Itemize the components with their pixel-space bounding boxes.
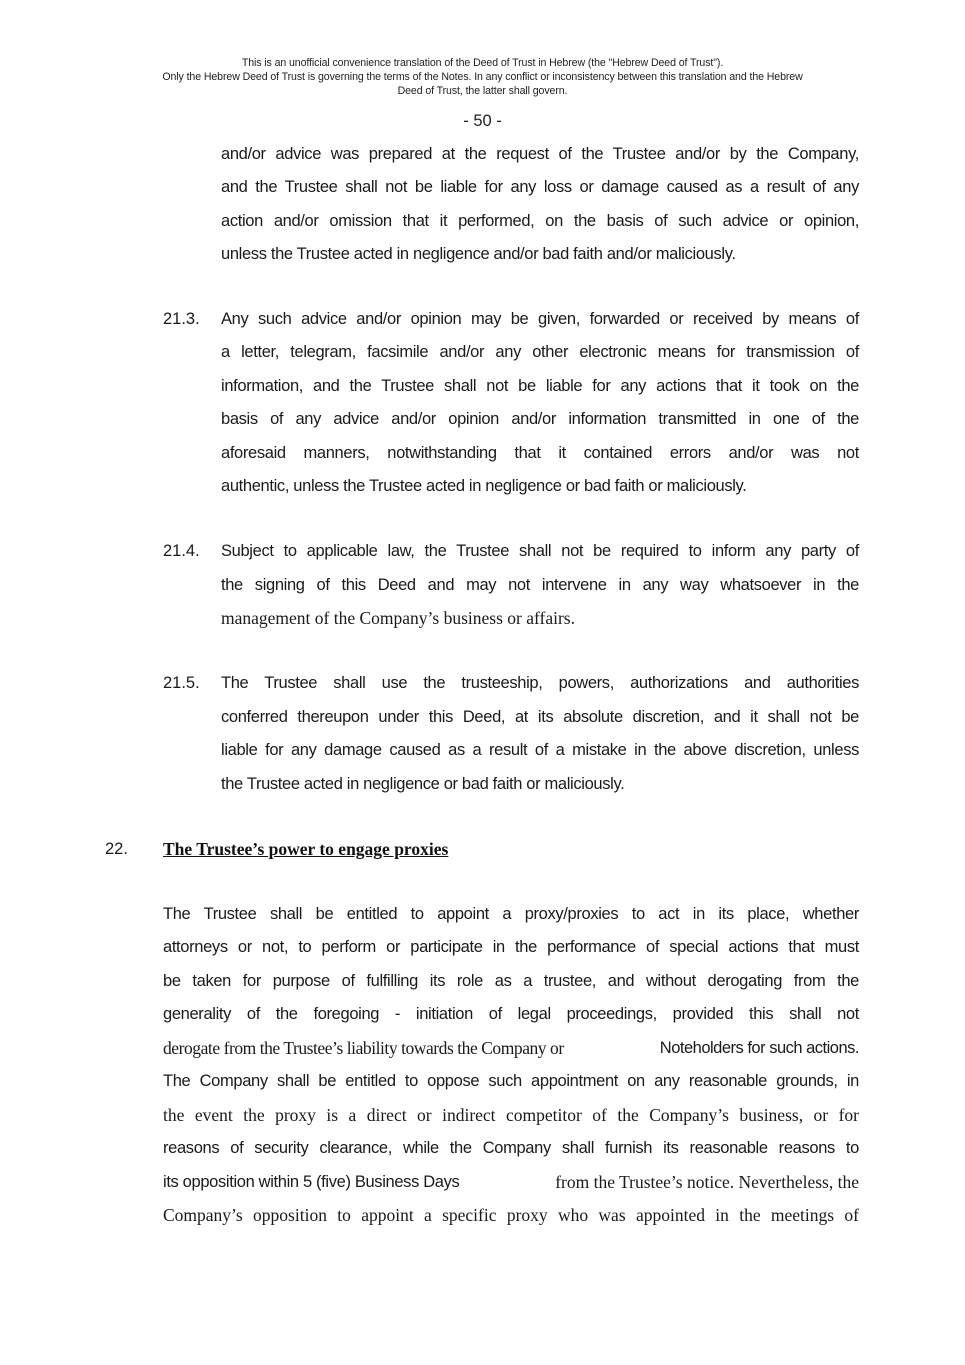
clause-number: 21.3. — [163, 310, 200, 328]
text-line: unless the Trustee acted in negligence and/or bad faith and/or maliciously. — [221, 245, 736, 263]
text-line: and the Trustee shall not be liable for any loss or damage caused as a result of any — [221, 178, 859, 196]
text-line: Company’s opposition to appoint a specific proxy who was appointed in the meetings of — [163, 1205, 859, 1225]
text-line: a letter, telegram, facsimile and/or any other electronic means for transmission of — [221, 343, 859, 361]
text-line: The Company shall be entitled to oppose such appointment on any reasonable grounds, in — [163, 1072, 859, 1090]
text-line: The Trustee shall be entitled to appoint a proxy/proxies to act in its place, whether — [163, 905, 859, 923]
text-line: Subject to applicable law, the Trustee shall not be required to inform any party of — [221, 542, 859, 560]
translation-disclaimer-line-3: Deed of Trust, the latter shall govern. — [397, 85, 568, 97]
clause-number: 21.4. — [163, 542, 200, 560]
text-line: reasons of security clearance, while the Company shall furnish its reasonable reasons to — [163, 1139, 859, 1157]
text-line: information, and the Trustee shall not be liable for any actions that it took on the — [221, 377, 859, 395]
section-number: 22. — [105, 840, 128, 858]
translation-disclaimer-line-1: This is an unofficial convenience translation of the Deed of Trust in Hebrew (the "Hebrew Deed of Trust"). — [241, 57, 724, 69]
text-line: attorneys or not, to perform or participate in the performance of special actions that must — [163, 938, 859, 956]
text-line: The Trustee shall use the trusteeship, powers, authorizations and authorities — [221, 674, 859, 692]
text-line: be taken for purpose of fulfilling its role as a trustee, and without derogating from the — [163, 972, 859, 990]
text-line: the event the proxy is a direct or indirect competitor of the Company’s business, or for — [163, 1105, 859, 1125]
text-line: generality of the foregoing - initiation of legal proceedings, provided this shall not — [163, 1005, 859, 1023]
text-line: Any such advice and/or opinion may be given, forwarded or received by means of — [221, 310, 859, 328]
text-line: action and/or omission that it performed, on the basis of such advice or opinion, — [221, 212, 859, 230]
translation-disclaimer-line-2: Only the Hebrew Deed of Trust is governing the terms of the Notes. In any conflict or inconsistency between this translation and the Hebrew — [162, 71, 803, 83]
text-line: the Trustee acted in negligence or bad faith or maliciously. — [221, 775, 625, 793]
page-number: - 50 - — [463, 112, 502, 130]
text-fragment: its opposition within 5 (five) Business Days — [163, 1173, 460, 1191]
text-line: management of the Company’s business or affairs. — [221, 608, 575, 628]
text-line: aforesaid manners, notwithstanding that it contained errors and/or was not — [221, 444, 859, 462]
text-line-mixed — [163, 1037, 859, 1059]
text-line-mixed — [163, 1171, 859, 1193]
text-line: the signing of this Deed and may not intervene in any way whatsoever in the — [221, 576, 859, 594]
text-fragment: Noteholders for such actions. — [659, 1039, 859, 1057]
clause-number: 21.5. — [163, 674, 200, 692]
text-line: conferred thereupon under this Deed, at its absolute discretion, and it shall not be — [221, 708, 859, 726]
text-line: liable for any damage caused as a result of a mistake in the above discretion, unless — [221, 741, 859, 759]
text-line: and/or advice was prepared at the request of the Trustee and/or by the Company, — [221, 145, 859, 163]
text-line: authentic, unless the Trustee acted in negligence or bad faith or maliciously. — [221, 477, 747, 495]
section-heading: The Trustee’s power to engage proxies — [163, 839, 449, 859]
text-fragment: from the Trustee’s notice. Nevertheless, the — [555, 1172, 859, 1192]
text-line: basis of any advice and/or opinion and/or information transmitted in one of the — [221, 410, 859, 428]
text-fragment: derogate from the Trustee’s liability towards the Company or — [163, 1038, 564, 1058]
